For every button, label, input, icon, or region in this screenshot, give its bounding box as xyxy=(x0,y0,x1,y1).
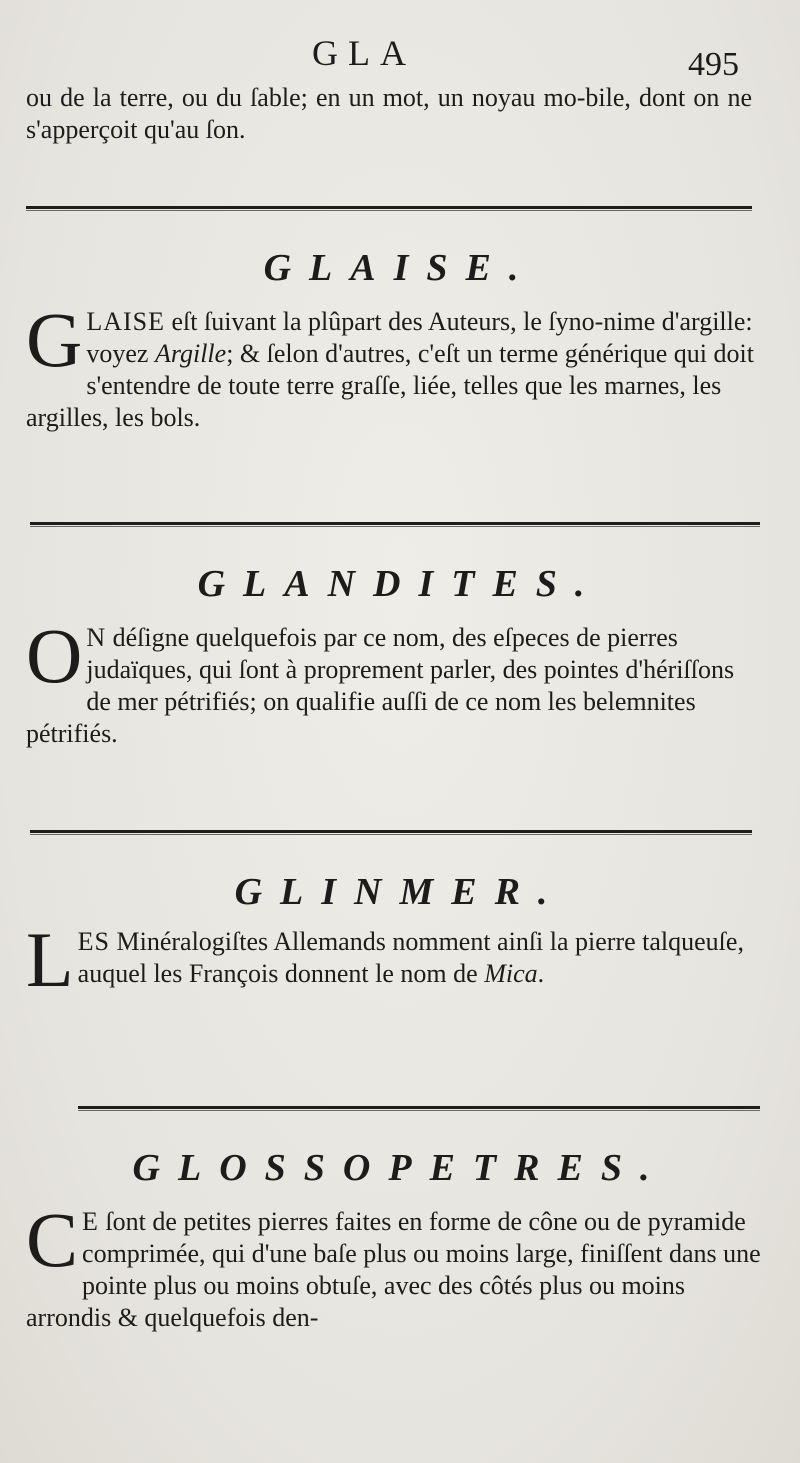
entry-heading-glossopetres: GLOSSOPETRES. xyxy=(132,1147,668,1189)
running-title: GLA xyxy=(312,33,416,73)
entry-body-glandites xyxy=(26,612,760,750)
entry-body-glinmer xyxy=(26,916,762,1003)
drop-cap: L xyxy=(26,916,74,1003)
entry-text: déſigne quelquefois par ce nom, des eſpeces de pierres judaïques, qui ſont à proprement parler, des pointes d'hériſſons de mer pétrifiés; on qualifie auſſi de ce nom les belemnites pétrifiés. xyxy=(26,623,735,748)
drop-cap: G xyxy=(26,296,83,383)
lead-word: ES xyxy=(77,927,110,956)
entry-text: Minéralogiſtes Allemands nomment ainſi la pierre talqueuſe, auquel les François donnent le nom de xyxy=(77,927,744,988)
entry-text-continued: . xyxy=(537,959,545,988)
section-rule xyxy=(30,522,760,525)
entry-heading-glaise: GLAISE. xyxy=(263,247,537,289)
continuation-paragraph: ou de la terre, ou du ſable; en un mot, un noyau mo-bile, dont on ne s'apperçoit qu'au ſon. xyxy=(26,83,752,144)
entry-text: ſont de petites pierres faites en forme de cône ou de pyramide comprimée, qui d'une baſe plus ou moins large, finiſſent dans une pointe plus ou moins obtuſe, avec des côtés plus ou moins arrondis & quelquefois den- xyxy=(26,1207,761,1332)
entry-text-continued: ; & ſelon d'autres, c'eſt un terme générique qui doit s'entendre de toute terre graſſe, liée, telles que les marnes, les argilles, les bols. xyxy=(26,339,754,432)
lead-word: LAISE xyxy=(86,307,166,336)
page-number: 495 xyxy=(688,46,739,83)
section-rule xyxy=(78,1106,760,1109)
lead-word: E xyxy=(82,1207,99,1236)
entry-heading-glinmer: GLINMER. xyxy=(234,871,566,913)
drop-cap: O xyxy=(26,612,83,699)
cross-reference: Argille xyxy=(154,339,227,368)
drop-cap: C xyxy=(26,1196,79,1283)
entry-body-glaise xyxy=(26,296,760,434)
section-rule xyxy=(30,830,752,833)
cross-reference: Mica xyxy=(484,959,538,988)
running-head xyxy=(0,32,800,82)
section-rule xyxy=(26,206,752,209)
entry-body-glossopetres xyxy=(26,1196,762,1334)
entry-heading-glandites: GLANDITES. xyxy=(197,563,603,605)
lead-word: N xyxy=(86,623,107,652)
entry-text: eſt ſuivant la plûpart des Auteurs, le ſyno-nime d'argille: voyez xyxy=(86,307,753,368)
